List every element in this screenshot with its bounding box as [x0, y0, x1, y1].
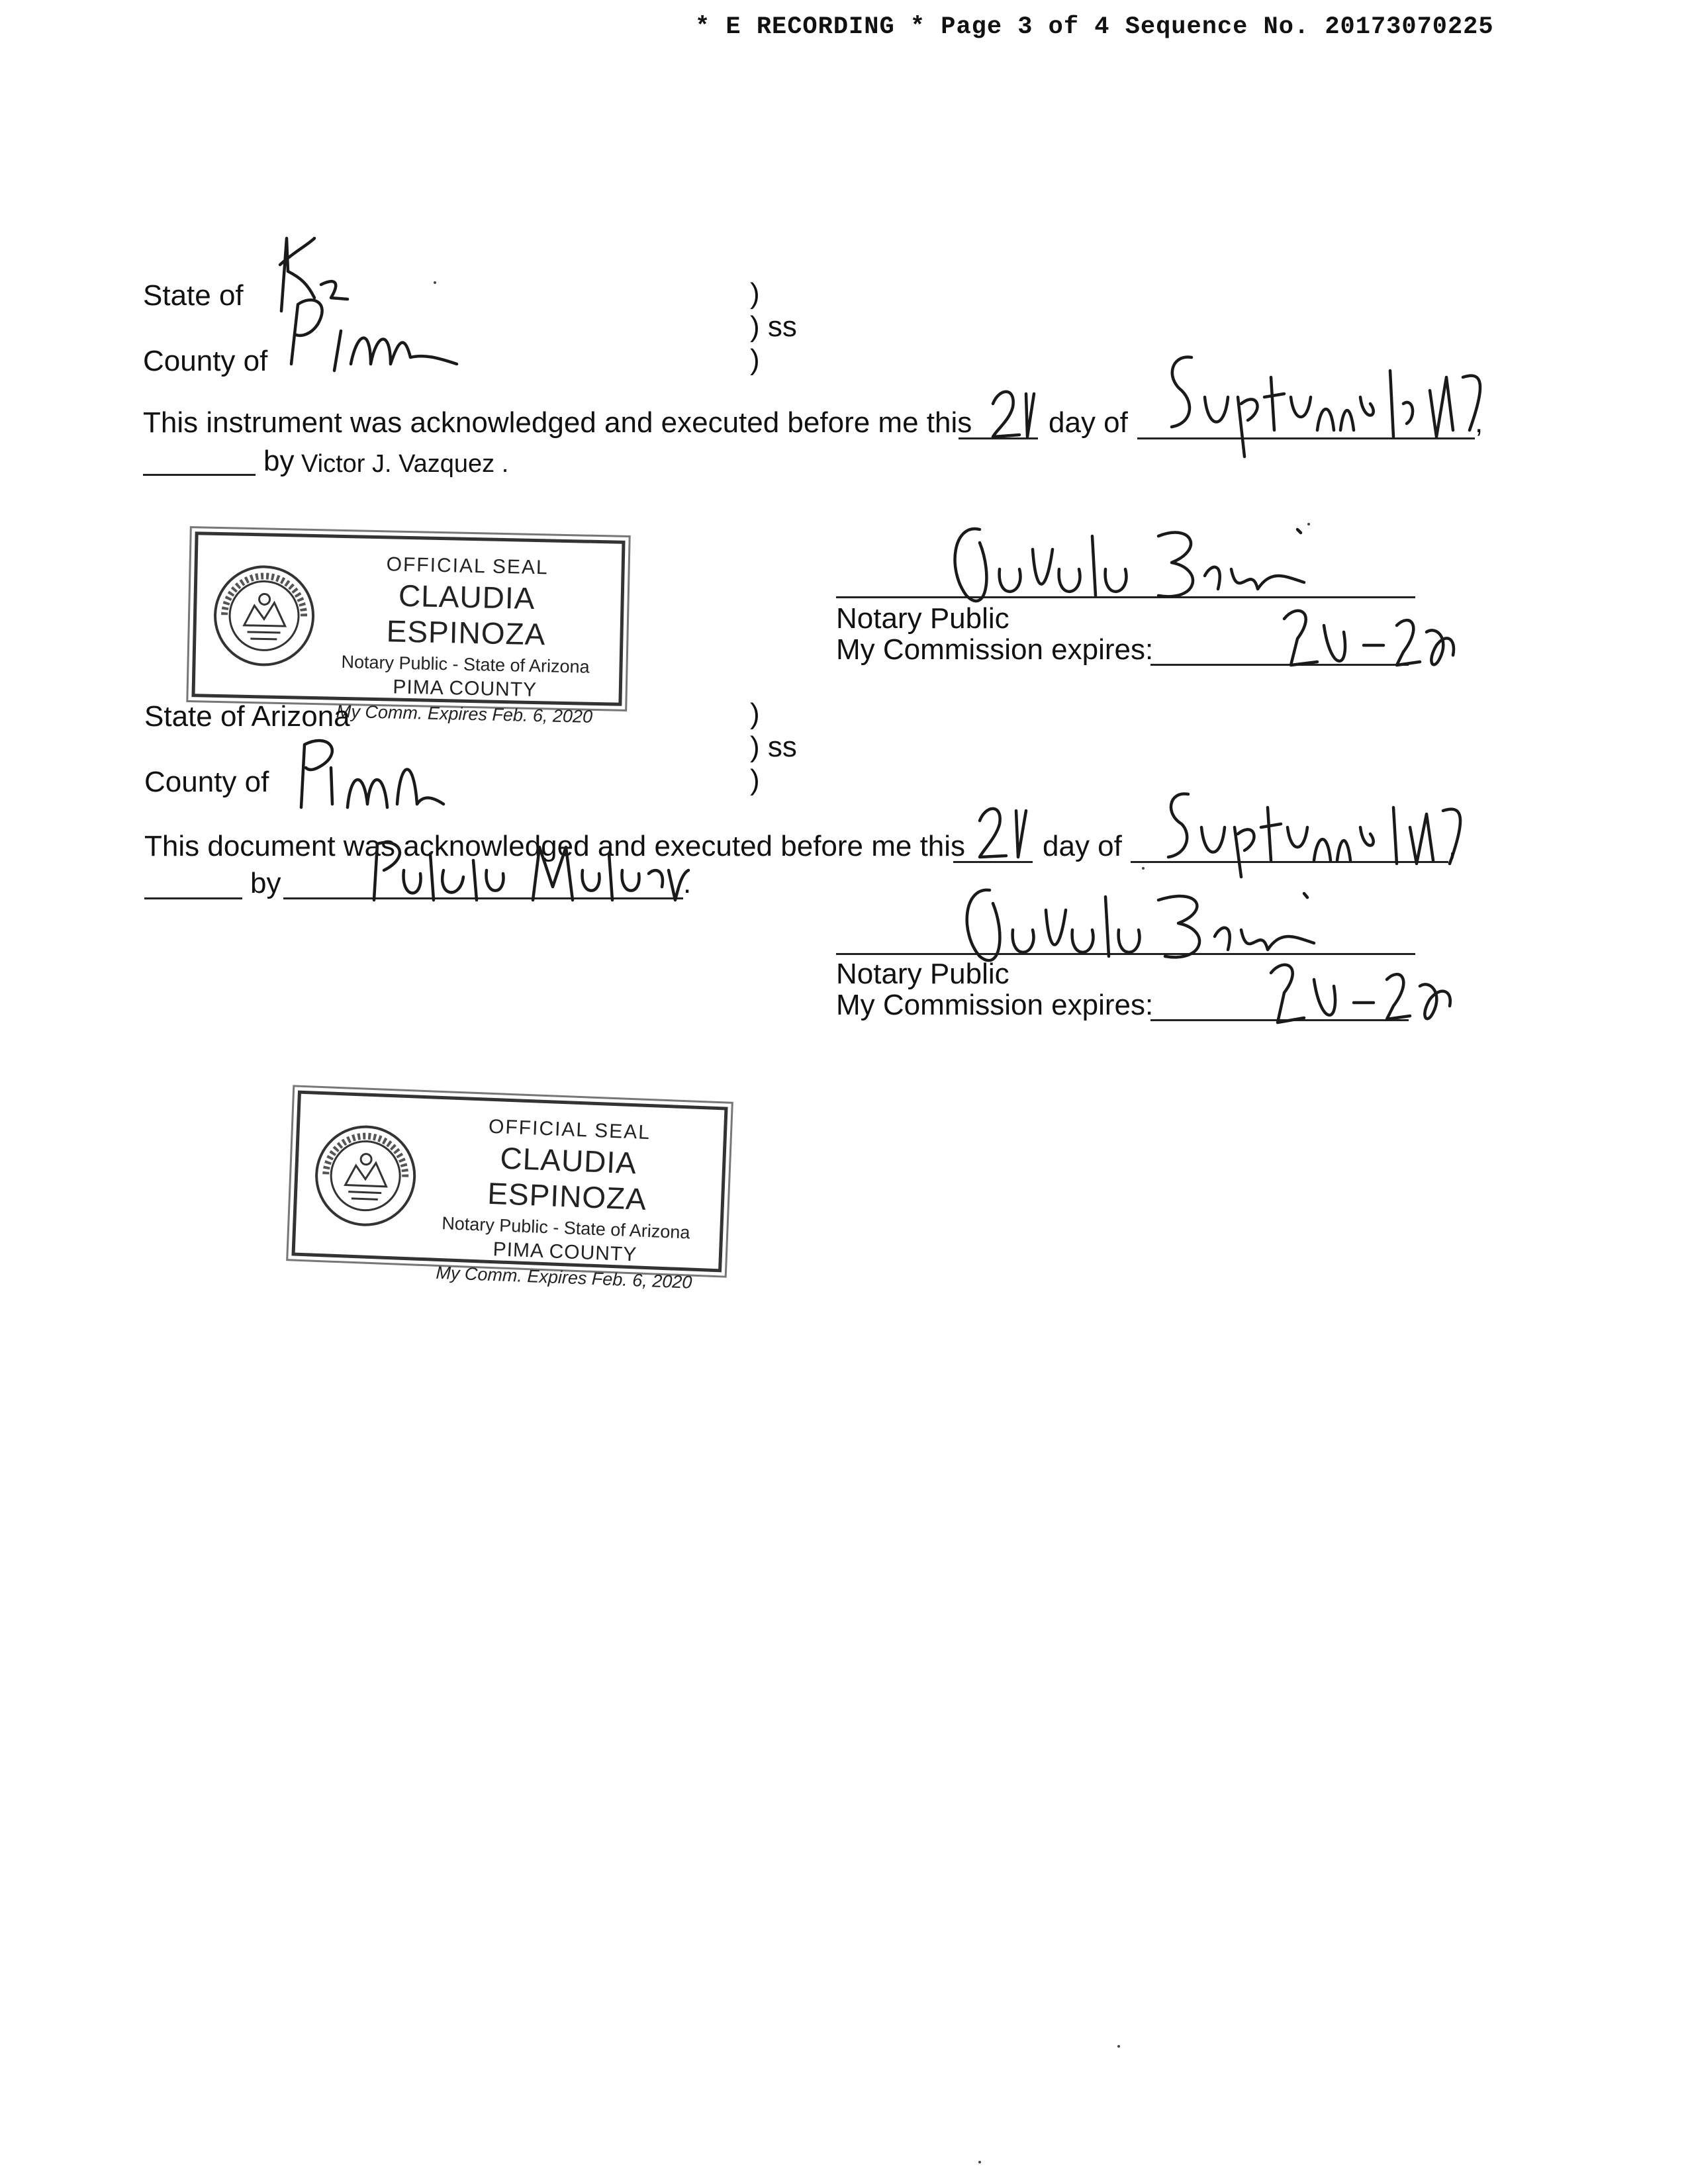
commission-handwriting: [1278, 599, 1463, 678]
scan-speck: [434, 281, 436, 284]
notary-seal: [191, 531, 625, 727]
seal2-role: Notary Public - State of Arizona: [441, 1213, 690, 1243]
month2-comma: ,: [1448, 830, 1457, 862]
recording-header: * E RECORDING * Page 3 of 4 Sequence No. 20173070225: [695, 13, 1494, 41]
paren-ss: ) ss: [750, 310, 797, 343]
notary2-public-label: Notary Public: [836, 958, 1009, 990]
paren-bottom: ): [750, 343, 760, 376]
paren-top: ): [750, 277, 760, 310]
arizona-state-seal-icon: [210, 562, 318, 670]
notary-public-label: Notary Public: [836, 602, 1009, 635]
seal-name: CLAUDIA ESPINOZA: [386, 578, 546, 652]
state2-label: State of Arizona: [144, 700, 350, 733]
by-label: by: [263, 445, 295, 477]
county2-handwriting: [285, 731, 450, 817]
seal-expiry: My Comm. Expires Feb. 6, 2020: [336, 701, 593, 727]
month-handwriting: [1152, 351, 1496, 463]
scan-speck: [1307, 523, 1310, 525]
seal-role: Notary Public - State of Arizona: [341, 651, 590, 677]
day-handwriting: [986, 381, 1053, 440]
county-handwriting: [271, 291, 470, 377]
month2-handwriting: [1152, 788, 1470, 880]
month-comma: ,: [1475, 406, 1483, 439]
acknowledgment2-text: This document was acknowledged and executed before me this: [144, 830, 966, 862]
notary-seal-2: [291, 1091, 727, 1293]
seal-county: PIMA COUNTY: [393, 676, 538, 702]
by2-period: .: [683, 867, 692, 899]
arizona-state-seal-icon: [310, 1121, 420, 1231]
commission2-handwriting: [1264, 953, 1463, 1032]
day-of-label: day of: [1049, 406, 1128, 439]
day2-of-label: day of: [1043, 830, 1122, 862]
scan-speck: [1117, 2045, 1120, 2048]
seal2-county: PIMA COUNTY: [492, 1238, 637, 1266]
paren2-ss: ) ss: [750, 731, 797, 763]
year2-blank: [144, 897, 242, 899]
county-label: County of: [143, 345, 268, 377]
commission2-label: My Commission expires:: [836, 989, 1154, 1021]
day2-handwriting: [973, 797, 1046, 864]
scan-speck: [1142, 867, 1145, 870]
by2-label: by: [250, 867, 281, 899]
county2-label: County of: [144, 766, 269, 798]
scan-speck: [978, 2161, 981, 2163]
acknowledgment-text: This instrument was acknowledged and executed before me this: [143, 406, 972, 439]
by-name: Victor J. Vazquez .: [301, 450, 509, 478]
commission-label: My Commission expires:: [836, 633, 1154, 666]
by2-name-handwriting: [364, 834, 688, 907]
seal2-name: CLAUDIA ESPINOZA: [487, 1140, 647, 1216]
seal2-title: OFFICIAL SEAL: [488, 1115, 651, 1144]
year-blank: [143, 474, 256, 476]
seal2-expiry: My Comm. Expires Feb. 6, 2020: [435, 1262, 692, 1293]
seal-title: OFFICIAL SEAL: [386, 553, 549, 579]
paren2-top: ): [750, 698, 760, 730]
paren2-bottom: ): [750, 764, 760, 796]
state-label: State of: [143, 279, 244, 312]
